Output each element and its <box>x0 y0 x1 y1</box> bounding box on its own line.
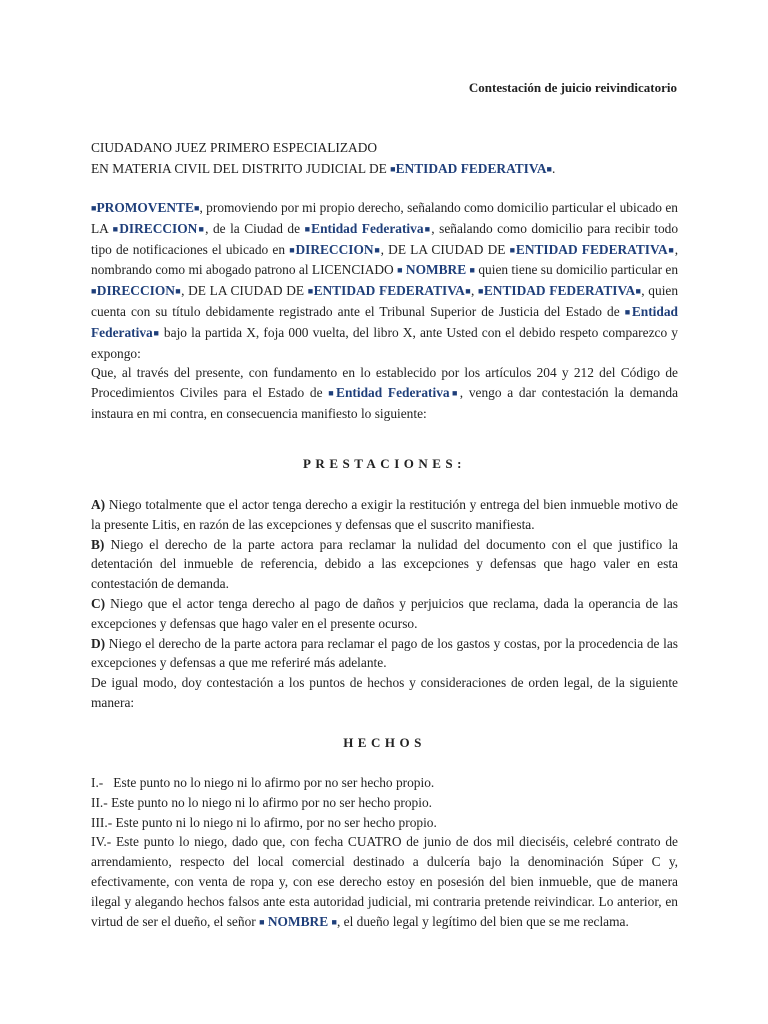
addressee-line-2-suffix: . <box>551 161 556 176</box>
addressee-line-1: CIUDADANO JUEZ PRIMERO ESPECIALIZADO <box>91 140 378 155</box>
placeholder-mark: ■ <box>174 286 182 297</box>
field-entidad-federativa: ENTIDAD FEDERATIVA <box>483 283 636 299</box>
field-entidad-federativa: Entidad Federativa <box>311 220 424 236</box>
hechos-block <box>91 773 678 932</box>
prestaciones-block <box>91 495 678 713</box>
intro-text: , <box>471 283 479 299</box>
placeholder-mark: ■ <box>397 265 403 276</box>
placeholder-mark: ■ <box>197 223 206 234</box>
intro-paragraph <box>91 198 678 363</box>
placeholder-mark: ■ <box>449 388 460 399</box>
hecho-item-iv <box>91 832 678 932</box>
placeholder-mark: ■ <box>635 286 642 297</box>
prestacion-item <box>91 594 678 634</box>
intro-text: quien tiene su domicilio particular en <box>474 262 679 278</box>
prestacion-item <box>91 634 678 674</box>
prestacion-letter: C) <box>91 595 106 611</box>
intro-text: bajo la partida X, foja 000 vuelta, del libro X, ante Usted con el debido respeto comparezco y expongo: <box>91 324 679 361</box>
placeholder-mark: ■ <box>328 388 337 399</box>
placeholder-mark: ■ <box>259 916 265 927</box>
placeholder-mark: ■ <box>390 164 396 174</box>
intro-text: , quien cuenta con su título debidamente registrado ante el Tribunal Superior de Justicia del Estado de <box>91 283 679 319</box>
placeholder-mark: ■ <box>546 164 552 174</box>
field-direccion: DIRECCION <box>96 283 175 299</box>
field-entidad-federativa: Entidad Federativa <box>336 385 450 401</box>
placeholder-mark: ■ <box>91 203 97 213</box>
prestacion-text: Niego que el actor tenga derecho al pago de daños y perjuicios que reclama, dada la operancia de las excepciones y defensas que hago valer en el presente ocurso. <box>91 595 678 631</box>
intro-text: , promoviendo por mi propio derecho, señalando como domicilio particular el ubicado en LA <box>91 200 678 236</box>
addressee-block <box>91 137 691 180</box>
prestacion-text: Niego totalmente que el actor tenga derecho a exigir la restitución y entrega del bien inmueble motivo de la presente Litis, en razón de las excepciones y defensas que el suscrito manifiesta. <box>91 497 678 532</box>
prestacion-text: Niego el derecho de la parte actora para reclamar el pago de los gastos y costas, por la procedencia de las excepciones y defensas a que me referiré más adelante. <box>91 635 678 671</box>
hechos-heading: HECHOS <box>343 735 426 750</box>
placeholder-mark: ■ <box>304 223 312 234</box>
prestaciones-heading: PRESTACIONES: <box>302 456 466 471</box>
intro-text: , señalando como domicilio para recibir todo tipo de notificaciones el ubicado en <box>91 220 679 257</box>
prestaciones-closing: De igual modo, doy contestación a los puntos de hechos y consideraciones de orden legal, de la siguiente manera: <box>91 675 678 710</box>
placeholder-mark: ■ <box>91 286 97 297</box>
document-title: Contestación de juicio reivindicatorio <box>468 80 677 95</box>
intro-text: Que, al través del presente, con fundamento en lo establecido por los artículos 204 y 212 del Código de Procedimientos Civiles para el Estado de <box>91 365 678 401</box>
placeholder-mark: ■ <box>331 916 337 927</box>
placeholder-mark: ■ <box>478 286 484 297</box>
placeholder-mark: ■ <box>469 265 475 276</box>
field-entidad-federativa: Entidad Federativa <box>91 303 678 340</box>
placeholder-mark: ■ <box>289 244 296 255</box>
placeholder-mark: ■ <box>509 244 516 255</box>
hecho-item: III.- Este punto ni lo niego ni lo afirmo, por no ser hecho propio. <box>91 814 437 830</box>
placeholder-mark: ■ <box>307 286 314 297</box>
prestacion-letter: A) <box>91 497 106 512</box>
prestacion-letter: D) <box>91 635 106 651</box>
intro-text: , vengo a dar contestación la demanda instaura en mi contra, en consecuencia manifiesto lo siguiente: <box>91 385 679 421</box>
addressee-line-2-text: EN MATERIA CIVIL DEL DISTRITO JUDICIAL DE <box>91 161 391 176</box>
hecho-item: I.- Este punto no lo niego ni lo afirmo por no ser hecho propio. <box>91 775 435 790</box>
intro-text: , DE LA CIUDAD DE <box>181 283 308 299</box>
prestacion-text: Niego el derecho de la parte actora para reclamar la nulidad del documento con el que justifico la detentación del inmueble de referencia, debido a las excepciones y defensas que hago valer en esta contestación de demanda. <box>91 536 678 592</box>
prestacion-item <box>91 535 678 594</box>
intro-block <box>91 198 678 424</box>
field-direccion: DIRECCION <box>119 220 198 236</box>
placeholder-mark: ■ <box>373 244 381 255</box>
placeholder-mark: ■ <box>624 306 632 317</box>
placeholder-mark: ■ <box>152 327 160 338</box>
prestacion-item <box>91 495 678 535</box>
intro-paragraph-2 <box>91 363 678 423</box>
hecho-text: , el dueño legal y legítimo del bien que se me reclama. <box>336 913 629 929</box>
placeholder-mark: ■ <box>423 223 432 234</box>
intro-text: , DE LA CIUDAD DE <box>380 241 510 257</box>
placeholder-mark: ■ <box>112 223 120 234</box>
field-promovente: PROMOVENTE <box>96 200 194 215</box>
intro-text: , nombrando como mi abogado patrono al LICENCIADO <box>91 241 679 278</box>
field-direccion: DIRECCION <box>295 241 374 257</box>
field-nombre: NOMBRE <box>267 913 329 929</box>
field-entidad-federativa: ENTIDAD FEDERATIVA <box>395 161 547 176</box>
field-nombre: NOMBRE <box>405 262 467 278</box>
hecho-text: IV.- Este punto lo niego, dado que, con fecha CUATRO de junio de dos mil dieciséis, celebré contrato de arrendamiento, respecto del local comercial destinado a dulcería bajo la denominación Súper C y, efectivamente, con venta de ropa y, con ese derecho estoy en posesión del bien inmueble, que de manera ilegal y alegando hechos falsos ante esta autoridad judicial, mi contraria pretende reivindicar. Lo anterior, en virtud de ser el dueño, el señor <box>91 834 678 929</box>
placeholder-mark: ■ <box>464 286 471 297</box>
placeholder-mark: ■ <box>667 244 675 255</box>
field-entidad-federativa: ENTIDAD FEDERATIVA <box>515 241 668 257</box>
prestacion-letter: B) <box>91 536 105 552</box>
addressee-line-2 <box>91 158 691 180</box>
hecho-item: II.- Este punto no lo niego ni lo afirmo por no ser hecho propio. <box>91 794 433 810</box>
intro-text: , de la Ciudad de <box>205 220 305 236</box>
field-entidad-federativa: ENTIDAD FEDERATIVA <box>313 283 465 299</box>
placeholder-mark: ■ <box>193 203 200 213</box>
